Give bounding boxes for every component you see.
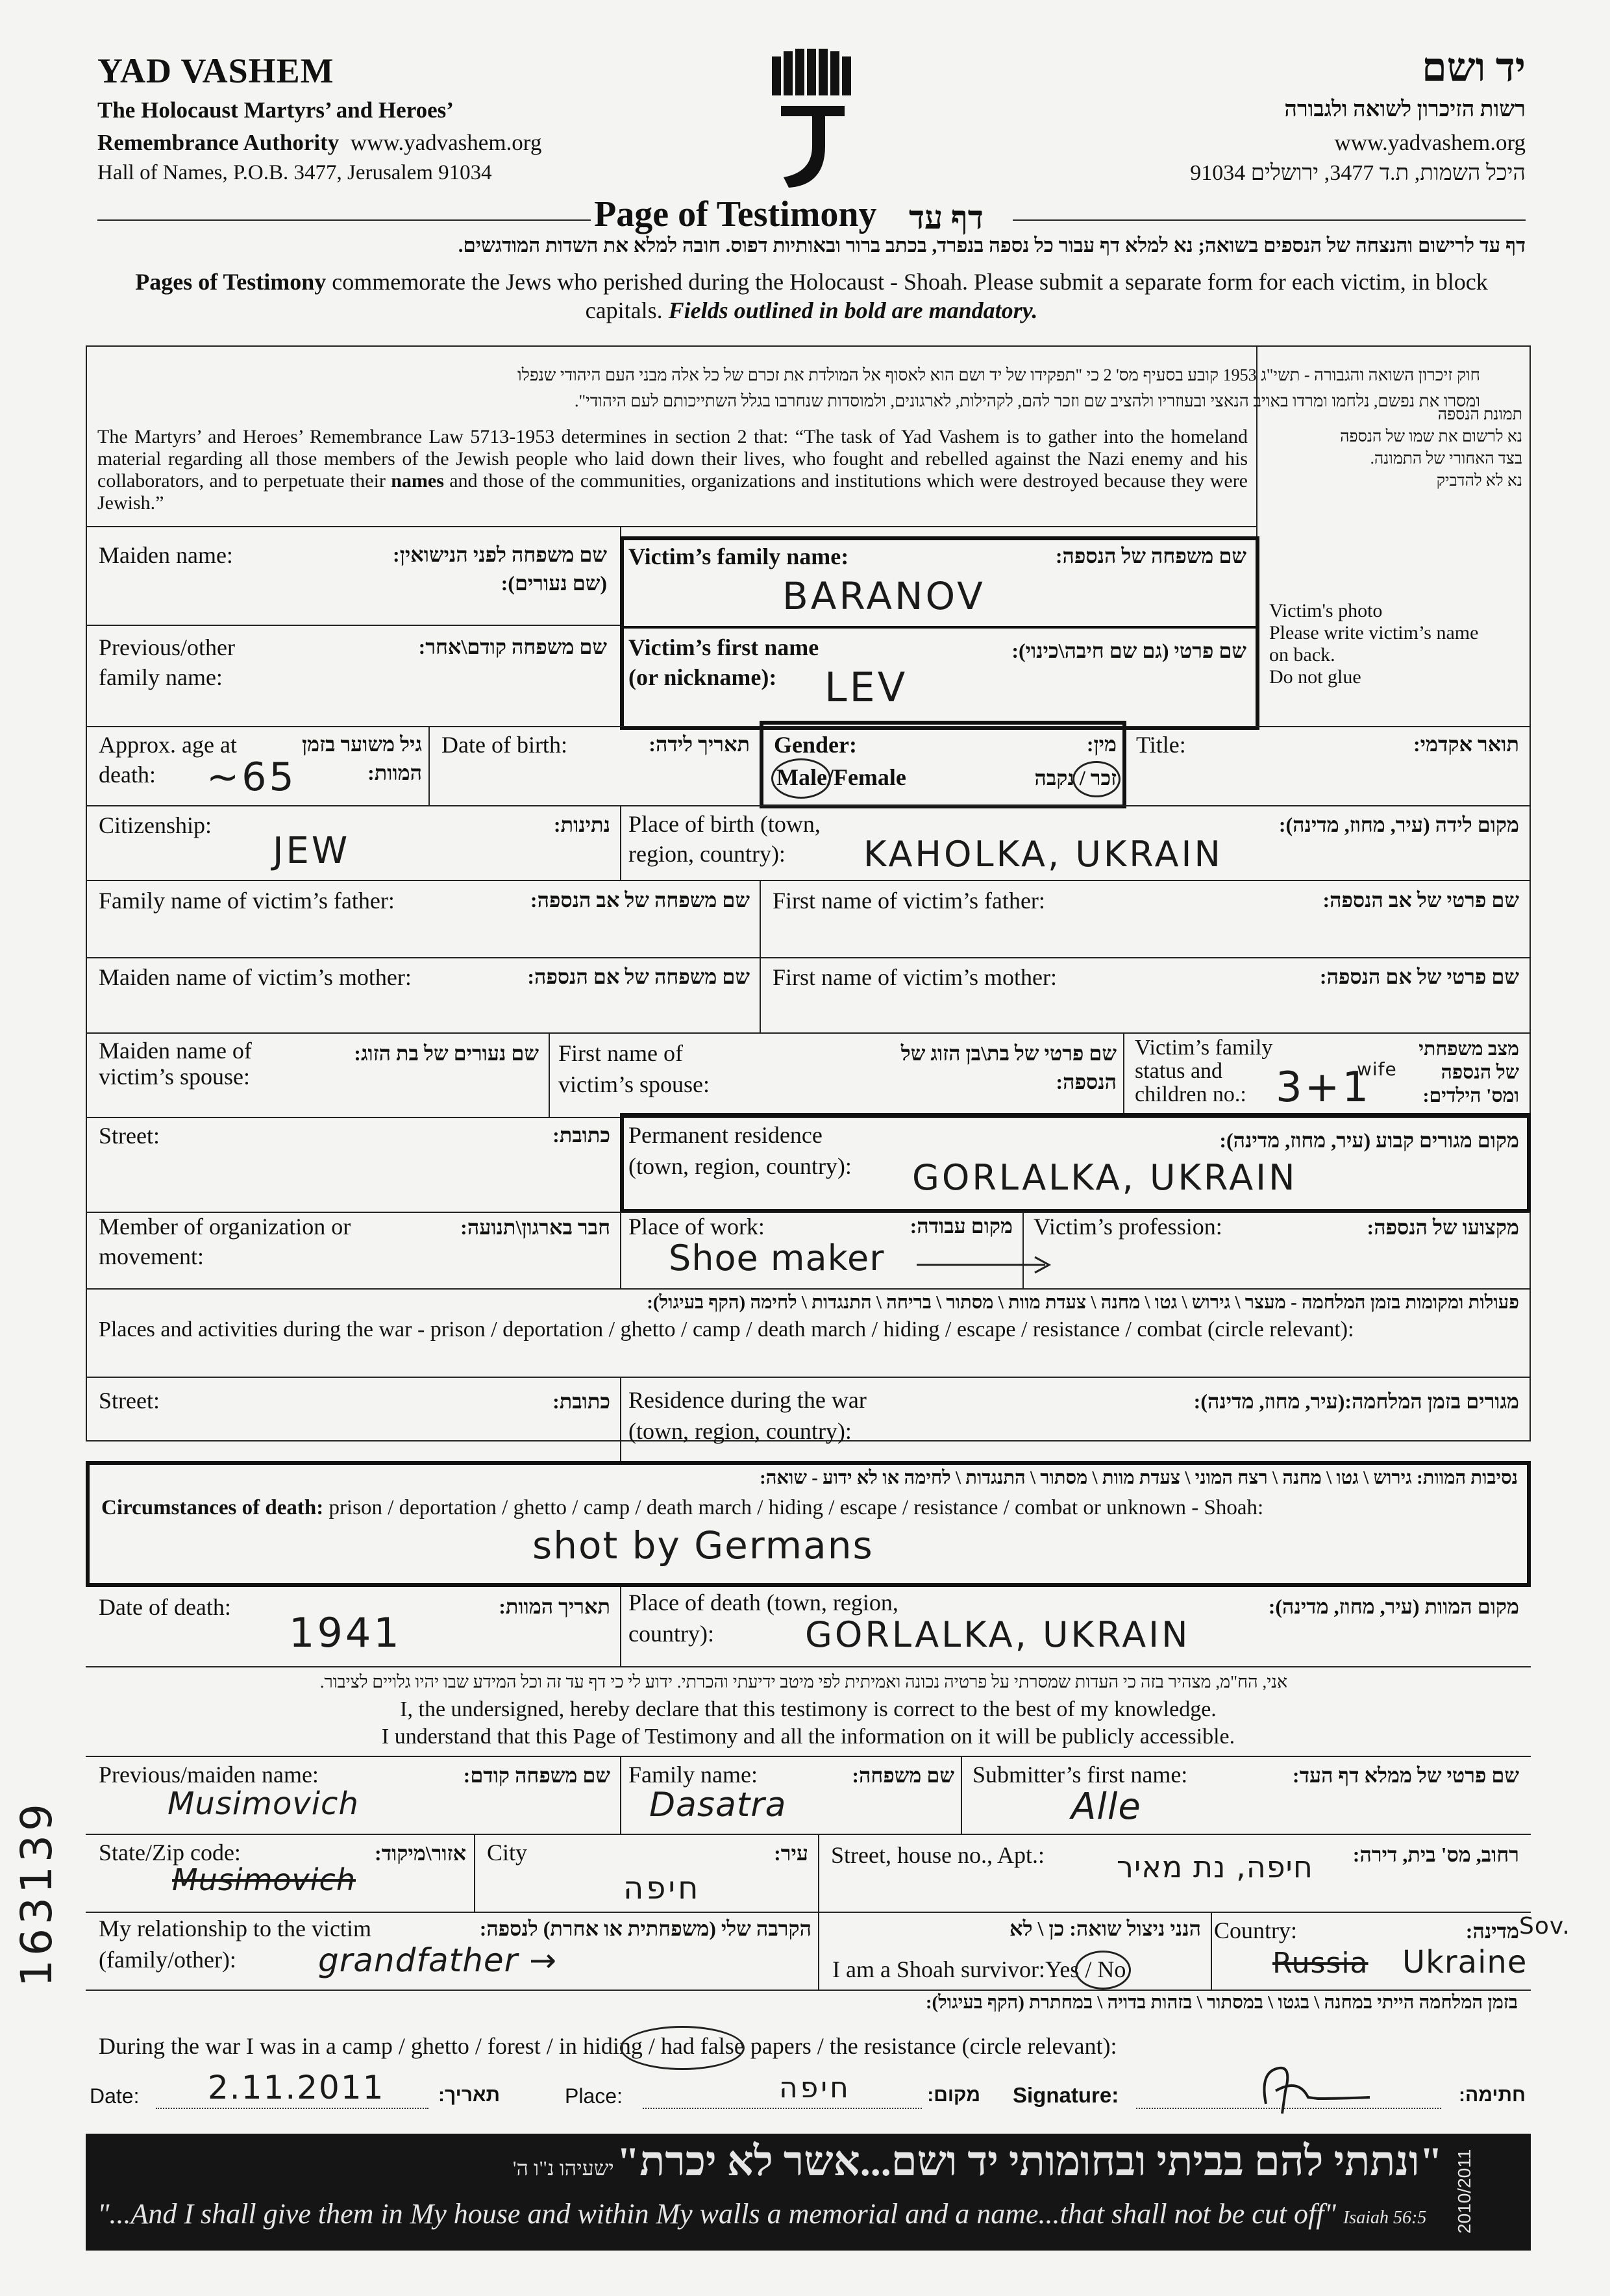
perm-residence-value[interactable]: GORLALKA, UKRAIN (912, 1157, 1298, 1198)
dod-label-he: תאריך המוות: (499, 1595, 610, 1618)
signature-label: Signature: (1013, 2083, 1119, 2107)
mother-maiden-label: Maiden name of victim’s mother: (99, 964, 412, 990)
death-circumstances-en: Circumstances of death: prison / deportation / ghetto / camp / death march / hiding / escape / resistance / combat or unknown - Shoah: (101, 1496, 1264, 1519)
survivor-yes-circle (1075, 1951, 1131, 1990)
submitter-prev-name-value[interactable]: Musimovich (167, 1786, 359, 1822)
father-first-label-he: שם פרטי של אב הנספה: (1322, 888, 1519, 912)
citizenship-label-he: נתינות: (553, 813, 610, 836)
during-war-en: During the war I was in a camp / ghetto / forest / in hiding / had false papers / the resistance (circle relevant): (99, 2033, 1117, 2059)
family-status-label-he: מצב משפחתי של הנספה ומס' הילדים: (1418, 1038, 1519, 1106)
pob-label: Place of birth (town, region, country): (628, 811, 821, 867)
dod-label: Date of death: (99, 1594, 231, 1620)
submitter-first-label: Submitter’s first name: (972, 1762, 1188, 1788)
family-status-value[interactable]: 3+1 (1276, 1064, 1372, 1112)
address-he: היכל השמות, ת.ד 3477, ירושלים 91034 (1190, 161, 1526, 185)
date-label-he: תאריך: (438, 2084, 500, 2106)
mother-maiden-label-he: שם משפחה של אם הנספה: (527, 965, 750, 988)
title-label: Title: (1136, 732, 1186, 758)
title-label-he: תואר אקדמי: (1413, 732, 1519, 756)
survivor-label-he: הנני ניצול שואה: כן \ לא (1009, 1917, 1201, 1940)
declaration-en: I, the undersigned, hereby declare that this testimony is correct to the best of my knowledge. I understand that this Page of Testimony and all the information on it will be publicly accessible. (381, 1697, 1235, 1749)
submitter-first-value[interactable]: Alle (1071, 1786, 1141, 1828)
intro-english: Pages of Testimony commemorate the Jews who perished during the Holocaust - Shoah. Please submit a separate form for each victim, in block capitals. Fields outlined in bold are mandatory. (135, 269, 1488, 323)
city-value[interactable]: חיפה (623, 1870, 701, 1906)
pod-label: Place of death (town, region, country): (628, 1590, 898, 1647)
profession-label: Victim’s profession: (1034, 1214, 1222, 1240)
spouse-first-label-he: שם פרטי של בת\בן הזוג של הנספה: (900, 1042, 1117, 1093)
banner-he: "ונתתי להם בביתי ובחומותי יד ושם...אשר לא יכרת" ישעיהו נ"ו ה' (512, 2138, 1443, 2184)
place-label-he: מקום: (927, 2084, 980, 2106)
edition-label: 2010/2011 (1454, 2149, 1474, 2234)
in-hiding-circle (620, 2026, 745, 2070)
organization-label: Member of organization or movement: (99, 1214, 351, 1269)
war-street-label: Street: (99, 1388, 160, 1414)
father-family-label: Family name of victim’s father: (99, 888, 395, 914)
state-label-he: אזור\מיקוד: (375, 1841, 466, 1865)
relationship-label: My relationship to the victim (family/other): (99, 1915, 371, 1973)
state-label: State/Zip code: (99, 1840, 241, 1866)
side-reference-number: 163139 (12, 1800, 62, 1987)
country-label: Country: (1214, 1917, 1298, 1943)
place-value[interactable]: חיפה (779, 2071, 851, 2104)
profession-label-he: מקצועו של הנספה: (1367, 1216, 1519, 1239)
submitter-prev-name-label: Previous/maiden name: (99, 1762, 319, 1788)
dob-label: Date of birth: (441, 732, 567, 758)
org-name-he: יד ושם (1421, 46, 1526, 90)
country-value-struck: Russia (1272, 1947, 1368, 1980)
death-circumstances-he: נסיבות המוות: גירוש \ גטו \ מחנה \ רצח המוני \ צעדת מוות \ מסתור \ התנגדות \ לחימה או לא ידוע - שואה: (760, 1467, 1518, 1488)
victim-family-name-value[interactable]: BARANOV (782, 574, 985, 618)
date-label: Date: (90, 2084, 140, 2108)
dod-value[interactable]: 1941 (289, 1609, 402, 1656)
victim-family-name-label: Victim’s family name: (628, 543, 849, 569)
city-label-he: עיר: (774, 1841, 808, 1865)
yad-vashem-logo (769, 49, 857, 192)
relationship-label-he: הקרבה שלי (משפחתית או אחרת) לנספה: (479, 1917, 811, 1940)
victim-first-name-label-he: שם פרטי (גם שם חיבה\כינוי): (1011, 639, 1246, 662)
submitter-family-value[interactable]: Dasatra (649, 1786, 787, 1825)
family-status-label: Victim’s family status and children no.: (1135, 1036, 1273, 1106)
street-label: Street: (99, 1123, 160, 1149)
country-value[interactable]: Ukraine (1402, 1944, 1528, 1980)
url-he: www.yadvashem.org (1334, 130, 1526, 155)
spouse-maiden-label: Maiden name of victim’s spouse: (99, 1038, 252, 1090)
org-line2-he: רשות הזיכרון לשואה ולגבורה (1284, 97, 1526, 121)
submitter-first-label-he: שם פרטי של ממלא דף העד: (1292, 1764, 1519, 1787)
father-family-label-he: שם משפחה של אב הנספה: (530, 888, 750, 912)
mother-first-label-he: שם פרטי של אם הנספה: (1319, 965, 1519, 988)
victim-family-name-label-he: שם משפחה של הנספה: (1055, 544, 1246, 568)
intro-hebrew: דף עד לרישום והנצחה של הנספים בשואה; נא למלא דף עבור כל נספה בנפרד, בכתב ברור ובאותיות דפוס. חובה למלא את השדות המודגשים. (458, 234, 1526, 256)
during-war-he: בזמן המלחמה הייתי במחנה \ בגטו \ במסתור \ בזהות בדויה \ במחתרת (הקף בעיגול): (925, 1992, 1518, 2013)
city-label: City (487, 1840, 528, 1866)
signature-scribble-icon (1246, 2058, 1376, 2117)
death-circumstances-value[interactable]: shot by Germans (532, 1523, 874, 1567)
maiden-name-label-he: שם משפחה לפני הנישואין: (שם נעורים): (393, 543, 607, 595)
pod-value[interactable]: GORLALKA, UKRAIN (805, 1614, 1191, 1655)
during-war-in-hiding[interactable]: in hiding (558, 2033, 643, 2059)
address-en: Hall of Names, P.O.B. 3477, Jerusalem 91034 (97, 161, 492, 184)
gender-male-circle (771, 758, 831, 799)
gender-label-he: מין: (1086, 732, 1117, 756)
submitter-street-label: Street, house no., Apt.: (831, 1842, 1045, 1868)
perm-residence-label-he: מקום מגורים קבוע (עיר, מחוז, מדינה): (1219, 1129, 1519, 1152)
signature-label-he: חתימה: (1458, 2084, 1526, 2106)
pob-label-he: מקום לידה (עיר, מחוז, מדינה): (1278, 813, 1519, 836)
work-arrow-icon (915, 1254, 1058, 1274)
war-residence-label-he: מגורים בזמן המלחמה:(עיר, מחוז, מדינה): (1193, 1390, 1519, 1413)
pod-label-he: מקום המוות (עיר, מחוז, מדינה): (1268, 1595, 1519, 1618)
victim-first-name-value[interactable]: LEV (824, 664, 908, 711)
country-note: Sov. (1519, 1913, 1570, 1940)
state-value[interactable]: Musimovich (172, 1862, 356, 1897)
gender-options-he: זכר / נקבה (1034, 766, 1117, 790)
page-title-he: דף עד (909, 199, 984, 236)
maiden-name-label: Maiden name: (99, 542, 233, 568)
place-label: Place: (565, 2084, 623, 2108)
war-residence-label: Residence during the war (town, region, country): (628, 1387, 867, 1444)
age-label-he: גיל משוער בזמן המוות: (301, 732, 422, 784)
spouse-first-label: First name of victim’s spouse: (558, 1040, 710, 1097)
submitter-family-label: Family name: (628, 1762, 758, 1788)
family-status-sup: wife (1357, 1058, 1397, 1080)
photo-instructions-en: Victim's photo Please write victim’s name on back. Do not glue (1269, 600, 1479, 688)
prev-family-name-label-he: שם משפחה קודם\אחר: (418, 635, 607, 658)
war-street-label-he: כתובת: (552, 1390, 610, 1413)
submitter-prev-name-label-he: שם משפחה קודם: (463, 1764, 610, 1787)
page-title: Page of Testimony (594, 194, 877, 234)
organization-label-he: חבר בארגון\תנועה: (460, 1216, 610, 1239)
photo-instructions-he: תמונת הנספה נא לרשום את שמו של הנספה בצד האחורי של התמונה. נא לא להדביק (1340, 406, 1522, 490)
work-label: Place of work: (628, 1214, 765, 1240)
law-english: The Martyrs’ and Heroes’ Remembrance Law 5713-1953 determines in section 2 that: “The task of Yad Vashem is to gather into the homeland material regarding all those members of the Jewish people who laid down their lives, who fought and rebelled against the Nazi enemy and his collaborators, and to perpetuate their names and those of the communities, organizations and institutions which were destroyed because they were Jewish.” (97, 426, 1248, 514)
relationship-value[interactable]: grandfather → (318, 1941, 558, 1979)
age-label: Approx. age at death: (99, 732, 237, 788)
victim-first-name-label: Victim’s first name (or nickname): (628, 634, 819, 690)
pob-value[interactable]: KAHOLKA, UKRAIN (863, 834, 1223, 875)
country-label-he: מדינה: (1465, 1919, 1519, 1943)
war-places-he: פעולות ומקומות בזמן המלחמה - מעצר \ גירוש \ גטו \ מחנה \ צעדת מוות \ מסתור \ בריחה \ התנגדות \ לחימה (הקף בעיגול): (647, 1292, 1519, 1313)
date-value[interactable]: 2.11.2011 (208, 2069, 385, 2106)
citizenship-value[interactable]: JEW (273, 830, 351, 872)
gender-label: Gender: (774, 732, 857, 758)
spouse-maiden-label-he: שם נעורים של בת הזוג: (354, 1042, 539, 1065)
gender-male-he-circle (1072, 761, 1121, 797)
war-places-en: Places and activities during the war - prison / deportation / ghetto / camp / death march / hiding / escape / resistance / combat (circle relevant): (99, 1317, 1354, 1341)
dob-label-he: תאריך לידה: (649, 732, 750, 756)
survivor-yes[interactable]: Yes (1045, 1956, 1080, 1982)
citizenship-label: Citizenship: (99, 812, 212, 838)
submitter-family-label-he: שם משפחה: (852, 1764, 954, 1787)
banner-en: "...And I shall give them in My house and within My walls a memorial and a name...that shall not be cut off" Isaiah 56:5 (97, 2198, 1427, 2230)
father-first-label: First name of victim’s father: (773, 888, 1045, 914)
org-line3-en: Remembrance Authority www.yadvashem.org (97, 130, 542, 155)
submitter-street-label-he: רחוב, מס' בית, דירה: (1352, 1843, 1519, 1866)
submitter-street-value[interactable]: חיפה, נת מאיר (1117, 1849, 1313, 1884)
street-label-he: כתובת: (552, 1123, 610, 1147)
perm-residence-label: Permanent residence (town, region, country): (628, 1122, 852, 1179)
work-value[interactable]: Shoe maker (669, 1238, 885, 1279)
prev-family-name-label: Previous/other family name: (99, 634, 235, 690)
declaration-he: אני, הח"מ, מצהיר בזה כי העדות שמסרתי על פרטיה נכונה ואמיתית לפי מיטב ידיעתי והכרתי. ידוע לי כי דף עד זה וכל המידע שבו יהיו גלויים לציבור. (319, 1672, 1288, 1691)
survivor-label: I am a Shoah survivor:Yes / No (832, 1956, 1126, 1982)
org-name-en: YAD VASHEM (97, 51, 334, 90)
work-label-he: מקום עבודה: (910, 1214, 1013, 1238)
age-value[interactable]: ~65 (206, 755, 297, 800)
gender-options[interactable]: Male/Female (776, 764, 906, 790)
org-line2-en: The Holocaust Martyrs’ and Heroes’ (97, 97, 454, 123)
law-hebrew: חוק זיכרון השואה והגבורה - תשי"ג 1953 קובע בסעיף מס' 2 כי "תפקידו של יד ושם הוא לאסוף אל המולדת את זכרם של כל אלה מבני העם היהודי שנפלו ומסרו את נפשם, נלחמו ומרדו באויב הנאצי ובעוזריו ולהציב שם וזכר להם, לקהילות, לארגונים, ולמוסדות שנחרבו בגלל השתייכותם לעם היהודי". (517, 366, 1480, 410)
mother-first-label: First name of victim’s mother: (773, 964, 1057, 990)
